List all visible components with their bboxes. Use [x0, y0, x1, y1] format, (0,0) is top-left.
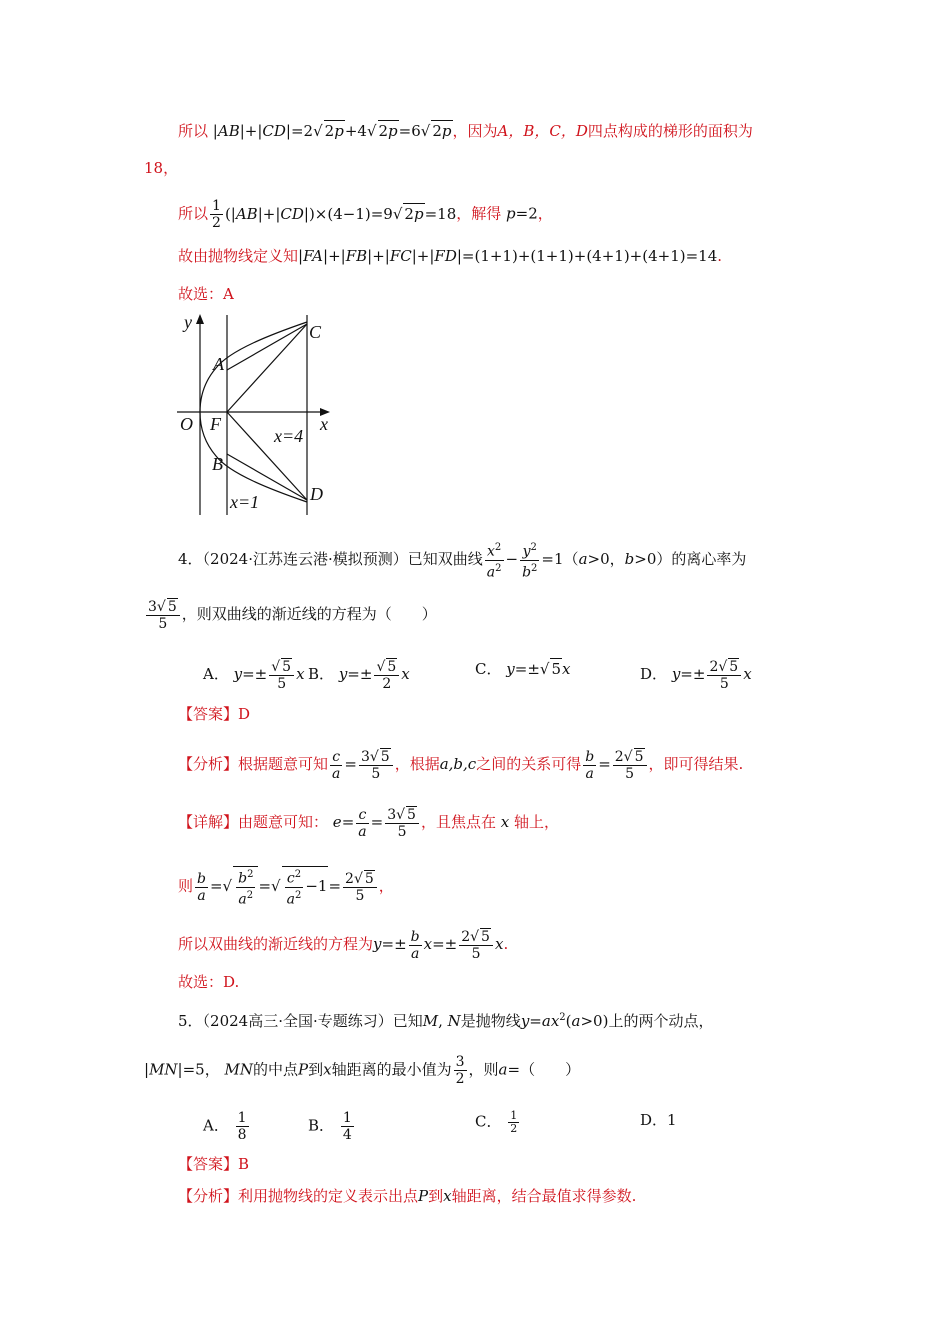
prev-line-2: 18，	[144, 159, 179, 177]
label-C: C	[309, 322, 322, 342]
label-A: A	[213, 354, 224, 374]
prev-line-1: 所以 |AB|+|CD|=2√ 2p+4√ 2p=6√ 2p，因为A，B，C，D四点构成的梯形的面积为	[178, 122, 753, 140]
math-focal-sum: |FA|+|FB|+|FC|+|FD|=(1+1)+(1+1)+(4+1)+(4+1)=14	[298, 247, 718, 265]
q5-option-d: D．1	[640, 1111, 677, 1129]
label-x1: x=1	[230, 492, 260, 512]
label-y: y	[184, 312, 192, 332]
prev-answer: 故选：A	[178, 285, 234, 303]
q4-option-a: A． y=± $\frac{√ 5}{5}$ x	[203, 659, 305, 692]
q4-stem-line-1: 4．（2024·江苏连云港·模拟预测）已知双曲线 $\frac{x^2}{a^2}$ − $\frac{y^2}{b^2}$ =1（a>0，b>0）的离心率为	[178, 542, 747, 581]
q4-option-d: D． y=± $\frac{2√ 5}{5}$ x	[640, 659, 752, 692]
q4-detail: 【详解】由题意可知： e= $\frac{c}{a}$ = $\frac{3√ 5}{5}$ ，且焦点在 x 轴上，	[178, 806, 560, 840]
q4-option-c: C． y=±√ 5x	[475, 660, 571, 678]
label-x: x	[320, 414, 328, 434]
q4-analysis: 【分析】根据题意可知 $\frac{c}{a}$ = $\frac{3√ 5}{5}$ ，根据a,b,c之间的关系可得 $\frac{b}{a}$ = $\frac{2√ 5}{5}$ ，即可得结果.	[178, 748, 744, 782]
math-area: (|AB|+|CD|)×(4−1)=9√ 2p=18	[224, 204, 457, 223]
label-F: F	[210, 414, 221, 434]
q5-analysis: 【分析】利用抛物线的定义表示出点P到x轴距离，结合最值求得参数.	[178, 1187, 637, 1205]
math-ab-cd-sum: |AB|+|CD|=2√ 2p+4√ 2p=6√ 2p	[212, 122, 452, 140]
q4-final: 故选：D.	[178, 973, 240, 991]
q4-then: 则 $\frac{b}{a}$ =√ $\frac{b^2}{a^2}$ =√ $\frac{c^2}{a^2}$ −1= $\frac{2√ 5}{5}$ ，	[178, 866, 394, 907]
q5-stem-line-1: 5．（2024高三·全国·专题练习）已知M, N是抛物线$y=ax^2(a>0)$上的两个动点，	[178, 1012, 714, 1030]
q5-option-b: B． $\frac{1}{4}$	[308, 1110, 352, 1143]
q5-option-c: C． $\frac{1}{2}$	[475, 1109, 518, 1135]
prev-line-4: 故由抛物线定义知|FA|+|FB|+|FC|+|FD|=(1+1)+(1+1)+(4+1)+(4+1)=14.	[178, 247, 723, 265]
q4-stem-line-2: $\frac{3√ 5}{5}$ ，则双曲线的渐近线的方程为（ ）	[148, 599, 437, 632]
label-O: O	[180, 414, 193, 434]
q5-stem-line-2: |MN|=5， MN的中点P到x轴距离的最小值为 $\frac{3}{2}$ ，则a=（ ）	[144, 1054, 581, 1087]
q4-answer: 【答案】D	[178, 705, 251, 723]
q4-conclusion: 所以双曲线的渐近线的方程为y=± $\frac{b}{a}$ x=± $\frac{2√ 5}{5}$ x.	[178, 928, 509, 962]
label-D: D	[310, 484, 323, 504]
q5-option-a: A． $\frac{1}{8}$	[203, 1110, 247, 1143]
parabola-figure	[172, 310, 342, 520]
q4-option-b: B． y=± $\frac{√ 5}{2}$ x	[308, 659, 410, 692]
y-axis-arrow	[196, 314, 204, 324]
label-B: B	[212, 454, 223, 474]
q5-answer: 【答案】B	[178, 1155, 250, 1173]
label-x4: x=4	[274, 426, 304, 446]
prev-line-3: 所以 $\frac{1}{2}$ (|AB|+|CD|)×(4−1)=9√ 2p=18，解得 p=2，	[178, 198, 553, 231]
segment-AC	[227, 324, 307, 370]
